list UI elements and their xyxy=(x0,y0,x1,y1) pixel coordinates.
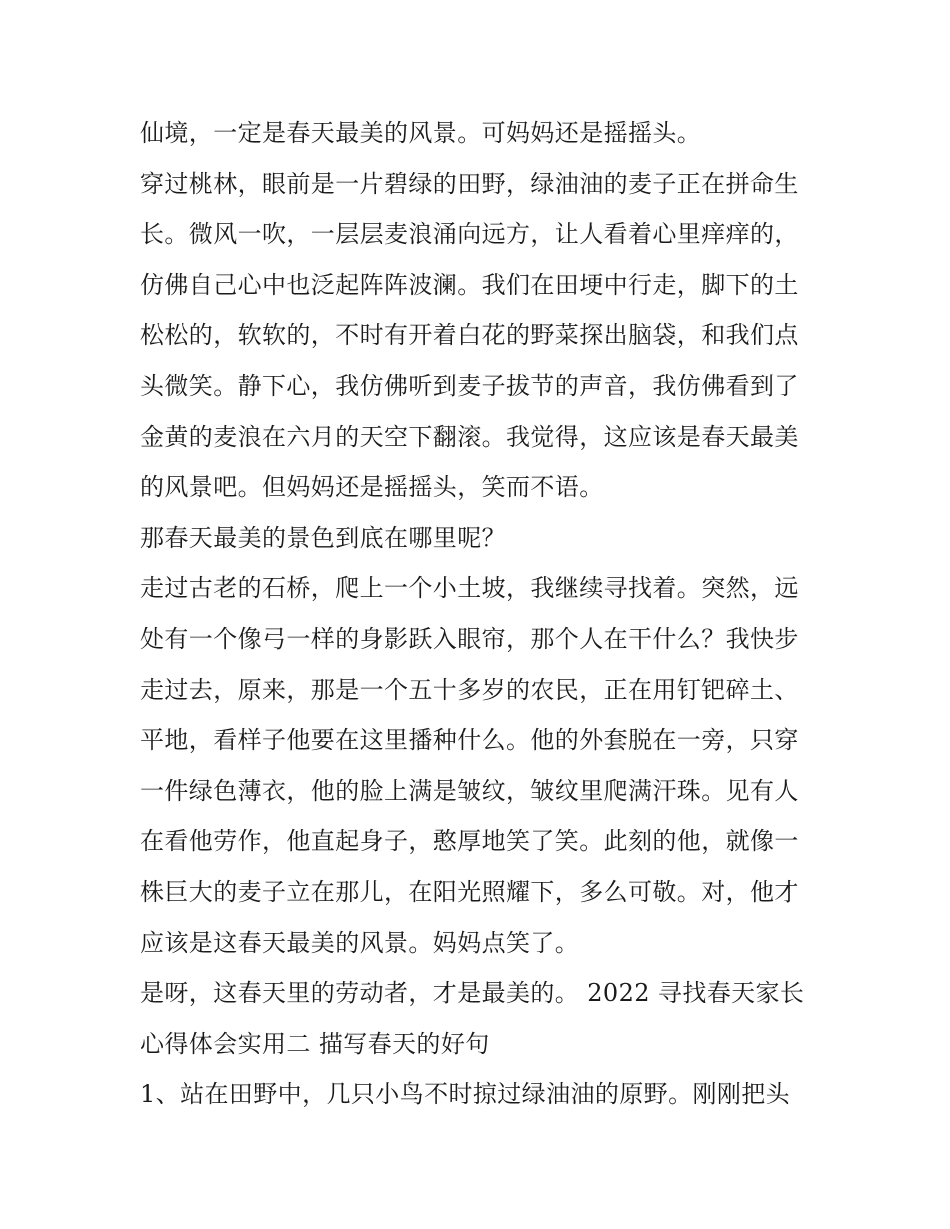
text-line: 仙境，一定是春天最美的风景。可妈妈还是摇摇头。 xyxy=(140,119,702,147)
text-line: 穿过桃林，眼前是一片碧绿的田野，绿油油的麦子正在拼命生 xyxy=(140,169,799,198)
text-line: 应该是这春天最美的风景。妈妈点笑了。 xyxy=(140,928,580,957)
text-line: 仿佛自己心中也泛起阵阵波澜。我们在田埂中行走，脚下的土 xyxy=(140,270,799,299)
text-line: 的风景吧。但妈妈还是摇摇头，笑而不语。 xyxy=(140,473,604,502)
text-line: 走过去，原来，那是一个五十多岁的农民，正在用钉钯碎土、 xyxy=(140,675,799,704)
text-line: 那春天最美的景色到底在哪里呢？ xyxy=(140,523,506,552)
text-line: 金黄的麦浪在六月的天空下翻滚。我觉得，这应该是春天最美 xyxy=(140,422,799,451)
text-line: 走过古老的石桥，爬上一个小土坡，我继续寻找着。突然，远 xyxy=(140,574,799,603)
text-line: 长。微风一吹，一层层麦浪涌向远方，让人看着心里痒痒的， xyxy=(140,220,799,249)
text-line: 一件绿色薄衣，他的脸上满是皱纹，皱纹里爬满汗珠。见有人 xyxy=(140,776,799,805)
text-line: 平地，看样子他要在这里播种什么。他的外套脱在一旁，只穿 xyxy=(140,726,799,755)
text-line: 头微笑。静下心，我仿佛听到麦子拔节的声音，我仿佛看到了 xyxy=(140,371,799,400)
text-line: 株巨大的麦子立在那儿，在阳光照耀下，多么可敬。对，他才 xyxy=(140,877,799,906)
text-line: 心得体会实用二 描写春天的好句 xyxy=(140,1029,490,1058)
text-line: 是呀，这春天里的劳动者，才是最美的。 2022 寻找春天家长 xyxy=(140,979,805,1008)
text-line: 松松的，软软的，不时有开着白花的野菜探出脑袋，和我们点 xyxy=(140,321,799,350)
text-line: 处有一个像弓一样的身影跃入眼帘，那个人在干什么？我快步 xyxy=(140,624,799,653)
text-line: 1、站在田野中，几只小鸟不时掠过绿油油的原野。刚刚把头 xyxy=(140,1080,791,1109)
body-text xyxy=(140,108,820,1120)
text-line: 在看他劳作，他直起身子，憨厚地笑了笑。此刻的他，就像一 xyxy=(140,827,799,856)
